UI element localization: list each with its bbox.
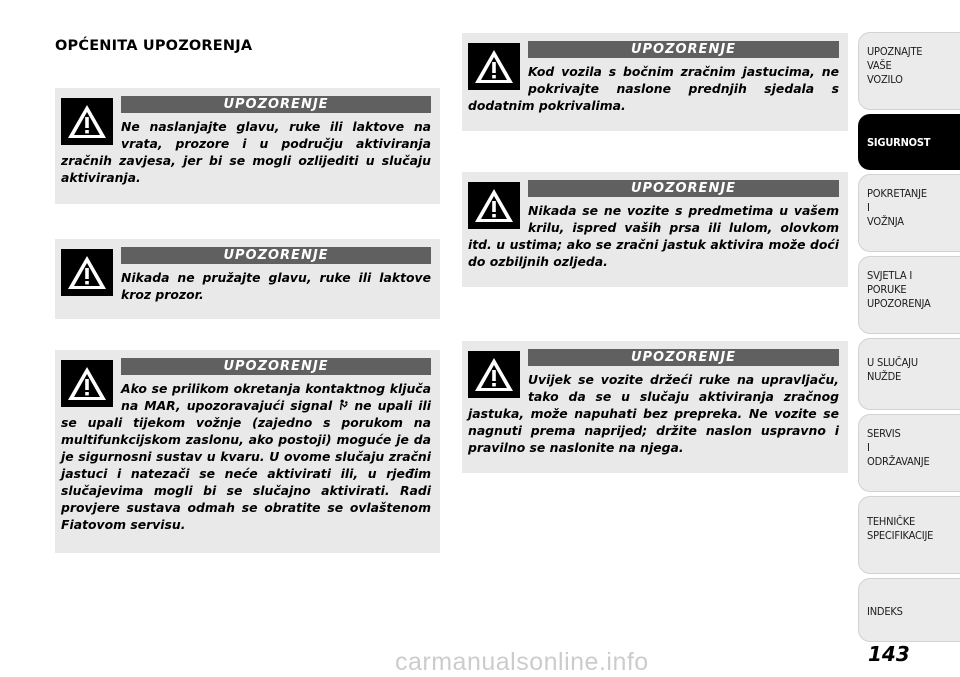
warning-header: UPOZORENJE [121, 358, 431, 375]
nav-tab-label: POKRETANJE I VOŽNJA [867, 187, 927, 228]
warning-text: Kod vozila s bočnim zračnim jastucima, ne pokrivajte naslone prednjih sjedala s dodatnim pokrivalima. [468, 64, 839, 113]
warning-text: Ne naslanjajte glavu, ruke ili laktove na vrata, prozore i u području aktiviranja zračnih zavjesa, jer bi se mogli ozlijediti u slučaju aktiviranja. [61, 119, 431, 185]
section-title: OPĆENITA UPOZORENJA [55, 38, 253, 54]
warning-box [55, 88, 440, 204]
warning-text-part: ne upali ili se upali tijekom vožnje (zajedno s porukom na multifunkcijskom zaslonu, ako postoji) moguće je da je sigurnosni sustav u kvaru. U ovome slučaju zračni jastuci i natezači se neće aktivirati ili, u rjeđim slučajevima mogli bi se slučajno aktivirati. Radi provjere sustava odmah se obratite se ovlaštenom Fiatovom servisu. [61, 398, 431, 532]
warning-header: UPOZORENJE [528, 349, 839, 366]
nav-tab-servis-i-odrzavanje[interactable] [858, 414, 960, 492]
nav-tab-pokretanje-i-voznja[interactable] [858, 174, 960, 252]
nav-tab-svjetla-i-poruke-upozorenja[interactable] [858, 256, 960, 334]
warning-triangle-icon [468, 351, 520, 398]
nav-tab-u-slucaju-nuzde[interactable] [858, 338, 960, 410]
nav-tab-label: INDEKS [867, 605, 903, 618]
watermark: carmanualsonline.info [395, 648, 649, 676]
nav-tab-label: U SLUČAJU NUŽDE [867, 356, 918, 383]
warning-triangle-icon [61, 98, 113, 145]
warning-triangle-icon [468, 182, 520, 229]
warning-header: UPOZORENJE [528, 180, 839, 197]
nav-tab-label: UPOZNAJTE VAŠE VOZILO [867, 45, 923, 86]
nav-tab-upoznajte-vase-vozilo[interactable] [858, 32, 960, 110]
nav-tab-tehnicke-specifikacije[interactable] [858, 496, 960, 574]
warning-header: UPOZORENJE [528, 41, 839, 58]
warning-header: UPOZORENJE [121, 247, 431, 264]
warning-header: UPOZORENJE [121, 96, 431, 113]
warning-text-part: Ako se prilikom okretanja kontaktnog ključa na MAR, upozoravajući signal [121, 381, 431, 413]
warning-text: Uvijek se vozite držeći ruke na upravljaču, tako da se u slučaju aktiviranja zračnog jastuka, može napuhati bez prepreka. Ne vozite se nagnuti prema naprijed; držite naslon uspravno i pravilno se naslonite na njega. [468, 372, 839, 455]
nav-tab-indeks[interactable] [858, 578, 960, 642]
nav-tab-label: TEHNIČKE SPECIFIKACIJE [867, 515, 934, 542]
warning-box [462, 341, 848, 473]
warning-box [462, 33, 848, 131]
warning-triangle-icon [61, 360, 113, 407]
warning-text: Nikada se ne vozite s predmetima u vašem krilu, ispred vaših prsa ili lulom, olovkom itd. u ustima; ako se zračni jastuk aktivira može doći do ozbiljnih ozljeda. [468, 203, 839, 269]
warning-text: Nikada ne pružajte glavu, ruke ili laktove kroz prozor. [121, 270, 431, 302]
nav-tab-label: SIGURNOST [867, 136, 931, 149]
warning-box [55, 239, 440, 319]
page-number: 143 [868, 642, 910, 666]
nav-tab-label: SVJETLA I PORUKE UPOZORENJA [867, 269, 931, 310]
warning-triangle-icon [468, 43, 520, 90]
warning-box [55, 350, 440, 553]
warning-triangle-icon [61, 249, 113, 296]
warning-text [61, 380, 431, 533]
warning-box [462, 172, 848, 287]
nav-tab-label: SERVIS I ODRŽAVANJE [867, 427, 930, 468]
airbag-warning-icon [338, 398, 348, 413]
nav-tab-sigurnost[interactable] [858, 114, 960, 170]
